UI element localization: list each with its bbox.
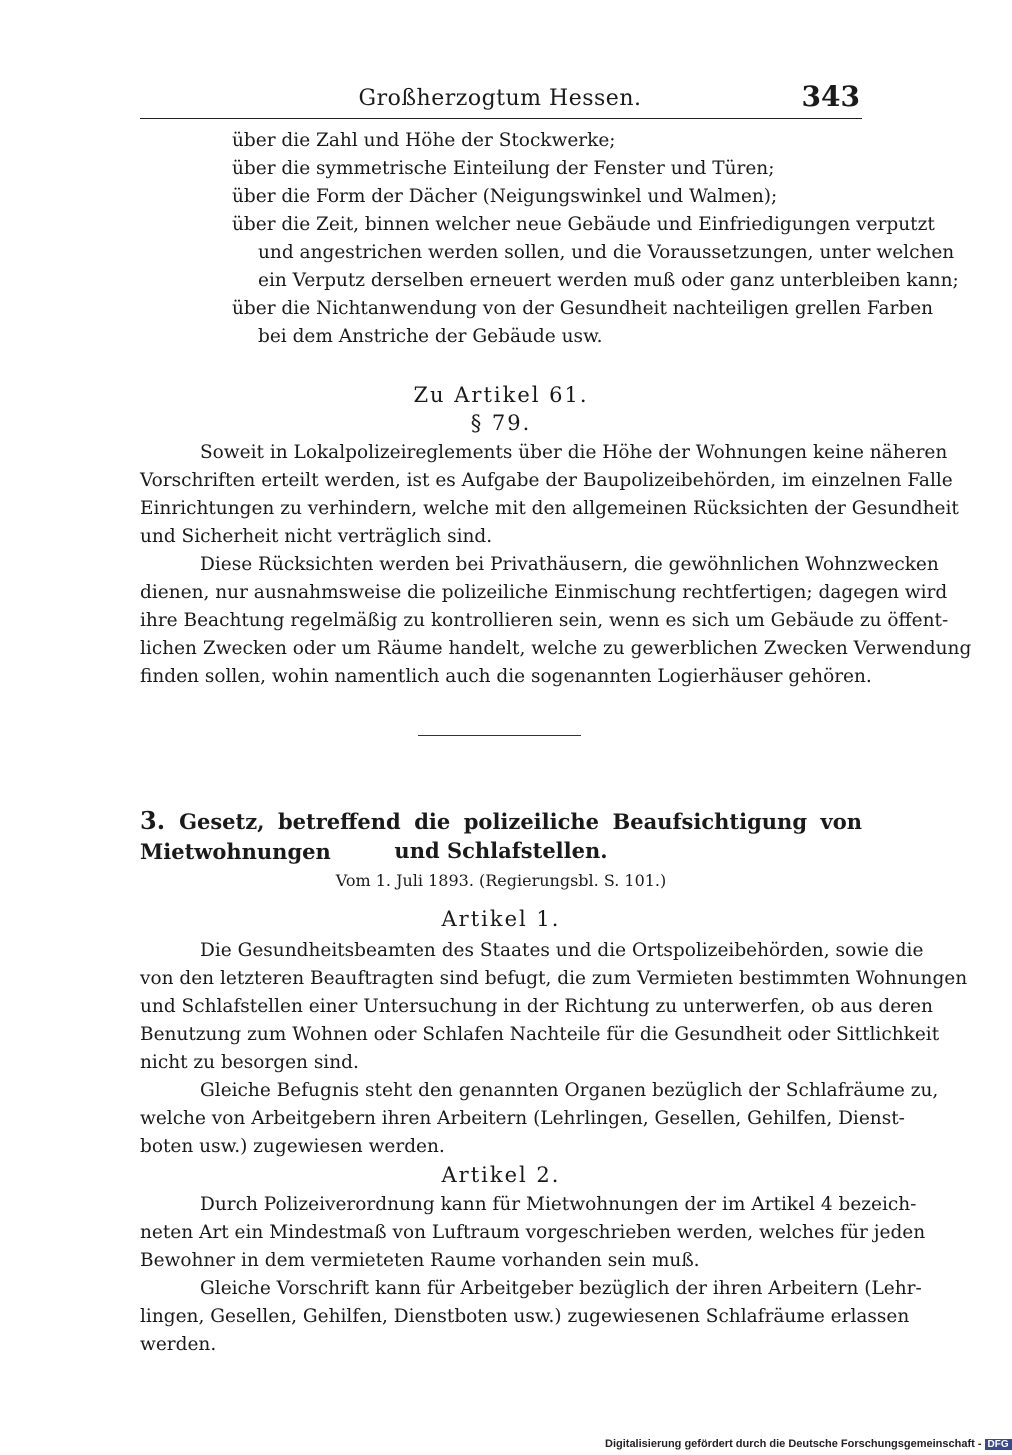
list-item-continuation: ein Verputz derselben erneuert werden muß oder ganz unterbleiben kann; xyxy=(258,270,959,291)
law-title-line: und Schlafstellen. xyxy=(394,838,608,863)
running-header: Großherzogtum Hessen. xyxy=(358,86,642,111)
paragraph-line: und Schlafstellen einer Untersuchung in der Richtung zu unterwerfen, ob aus deren xyxy=(140,996,933,1017)
paragraph-line: lichen Zwecken oder um Räume handelt, welche zu gewerblichen Zwecken Verwendung xyxy=(140,638,972,659)
list-item: über die symmetrische Einteilung der Fenster und Türen; xyxy=(232,158,775,179)
footer-text: Digitalisierung gefördert durch die Deutsche Forschungsgemeinschaft - xyxy=(605,1438,982,1450)
list-item: über die Nichtanwendung von der Gesundheit nachteiligen grellen Farben xyxy=(232,298,934,319)
article-heading: Artikel 2. xyxy=(441,1163,561,1187)
paragraph-line: Vorschriften erteilt werden, ist es Aufgabe der Baupolizeibehörden, im einzelnen Falle xyxy=(140,470,953,491)
paragraph-mark: § 79. xyxy=(470,411,532,435)
list-item: über die Zahl und Höhe der Stockwerke; xyxy=(232,130,616,151)
paragraph-line: nicht zu besorgen sind. xyxy=(140,1052,359,1073)
list-item-continuation: und angestrichen werden sollen, und die Voraussetzungen, unter welchen xyxy=(258,242,955,263)
paragraph-line: Diese Rücksichten werden bei Privathäusern, die gewöhnlichen Wohnzwecken xyxy=(200,554,939,575)
list-item: über die Form der Dächer (Neigungswinkel und Walmen); xyxy=(232,186,778,207)
paragraph-line: Bewohner in dem vermieteten Raume vorhanden sein muß. xyxy=(140,1250,700,1271)
paragraph-line: Durch Polizeiverordnung kann für Mietwohnungen der im Artikel 4 bezeich- xyxy=(200,1194,917,1215)
law-title-line: Gesetz, betreffend die polizeiliche Beaufsichtigung von Mietwohnungen xyxy=(140,809,862,864)
paragraph-line: welche von Arbeitgebern ihren Arbeitern (Lehrlingen, Gesellen, Gehilfen, Dienst- xyxy=(140,1108,905,1129)
section-separator xyxy=(418,735,581,736)
paragraph-line: lingen, Gesellen, Gehilfen, Dienstboten usw.) zugewiesenen Schlafräume erlassen xyxy=(140,1306,910,1327)
digitization-footer xyxy=(605,1438,1012,1450)
paragraph-line: ihre Beachtung regelmäßig zu kontrollieren sein, wenn es sich um Gebäude zu öffent- xyxy=(140,610,949,631)
paragraph-line: und Sicherheit nicht verträglich sind. xyxy=(140,526,493,547)
list-item: über die Zeit, binnen welcher neue Gebäude und Einfriedigungen verputzt xyxy=(232,214,935,235)
paragraph-line: boten usw.) zugewiesen werden. xyxy=(140,1136,445,1157)
paragraph-line: Gleiche Befugnis steht den genannten Organen bezüglich der Schlafräume zu, xyxy=(200,1080,939,1101)
header-rule xyxy=(140,118,862,119)
page-number: 343 xyxy=(801,80,860,113)
paragraph-line: finden sollen, wohin namentlich auch die sogenannten Logierhäuser gehören. xyxy=(140,666,872,687)
paragraph-line: werden. xyxy=(140,1334,217,1355)
law-number: 3. xyxy=(140,806,166,835)
paragraph-line: Benutzung zum Wohnen oder Schlafen Nachteile für die Gesundheit oder Sittlichkeit xyxy=(140,1024,940,1045)
section-heading: Zu Artikel 61. xyxy=(413,383,589,407)
list-item-continuation: bei dem Anstriche der Gebäude usw. xyxy=(258,326,603,347)
paragraph-line: Die Gesundheitsbeamten des Staates und die Ortspolizeibehörden, sowie die xyxy=(200,940,924,961)
paragraph-line: Gleiche Vorschrift kann für Arbeitgeber bezüglich der ihren Arbeitern (Lehr- xyxy=(200,1278,922,1299)
paragraph-line: dienen, nur ausnahmsweise die polizeiliche Einmischung rechtfertigen; dagegen wird xyxy=(140,582,948,603)
paragraph-line: Soweit in Lokalpolizeireglements über die Höhe der Wohnungen keine näheren xyxy=(200,442,948,463)
paragraph-line: von den letzteren Beauftragten sind befugt, die zum Vermieten bestimmten Wohnungen xyxy=(140,968,968,989)
article-heading: Artikel 1. xyxy=(441,907,561,931)
dfg-logo: DFG xyxy=(985,1439,1012,1450)
law-date: Vom 1. Juli 1893. (Regierungsbl. S. 101.) xyxy=(335,871,667,890)
paragraph-line: Einrichtungen zu verhindern, welche mit den allgemeinen Rücksichten der Gesundheit xyxy=(140,498,959,519)
paragraph-line: neten Art ein Mindestmaß von Luftraum vorgeschrieben werden, welches für jeden xyxy=(140,1222,926,1243)
